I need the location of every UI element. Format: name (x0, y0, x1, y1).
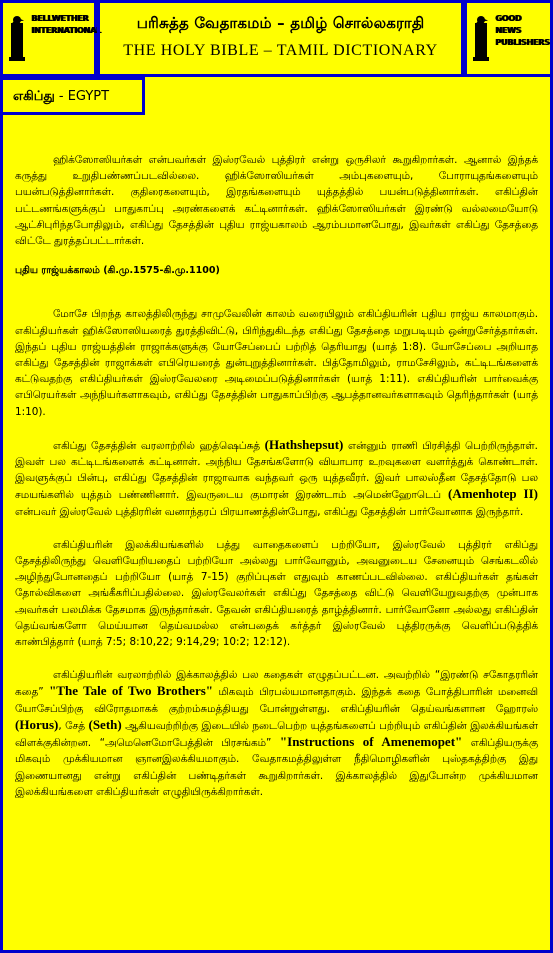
term-amenhotep: (Amenhotep II) (447, 486, 538, 502)
title-english: THE HOLY BIBLE – TAMIL DICTIONARY (123, 42, 438, 59)
right-logo-line1: GOOD NEWS (495, 14, 522, 35)
term-seth: (Seth) (88, 716, 122, 732)
p3-text-c: என்பவர் இஸ்ரவேல் புத்திரரின் வனாந்தரப் பிரயாணத்தின்போது, எகிப்து தேசத்தின் பார்வோனாக இருந்தார். (15, 505, 524, 518)
term-hathshepsut: (Hathshepsut) (264, 436, 344, 452)
ram-icon (473, 15, 491, 65)
paragraph-3 (15, 437, 538, 520)
left-logo-line1: BELLWETHER (31, 14, 89, 23)
p3-text-b: என்னும் ராணி பிரசித்தி பெற்றிருந்தாள். இவள் பல கட்டிடங்களைக் கட்டினாள். அந்நிய தேசங்களோடு வியாபார உறவுகளை வளர்த்துக் கொண்டாள். இவளுக்குப் பின்பு, எகிப்து தேசத்தின் ராஜாவாக வந்தவர் ஒரு யுத்தவீரர். இவர் பாலஸ்தீன தேசத்தோடு பல சமயங்களில் யுத்தம் பண்ணினார். இவருடைய குமாரன் இரண்டாம் அமென்ஹோடெப் (15, 439, 538, 502)
topic-separator: - (54, 89, 68, 104)
p5-text-e: எகிப்தியருக்கு மிகவும் முக்கியமான ஞானஇலக்கியமாகும். வேதாகமத்திலுள்ள நீதிமொழிகளின் புஸ்தகத்திற்கு இது இணையானது என்று எகிப்தின் பண்டிதர்கள் கூறுகிறார்கள். இக்காலத்தில் இதுபோன்ற முக்கியமான இலக்கியங்களை எகிப்தியர்கள் எழுதியிருக்கிறார்கள். (15, 737, 539, 798)
term-instructions-amenemopet: "Instructions of Amenemopet" (279, 734, 463, 750)
paragraph-2: மோசே பிறந்த காலத்திலிருந்து சாமுவேலின் காலம் வரையிலும் எகிப்தியரின் புதிய ராஜ்ய காலமாகும். எகிப்தியர்கள் ஹிக்ஸோஸியரைத் துரத்திவிட்டு, பிரிந்துகிடந்த எகிப்து தேசத்தை மறுபடியும் ஒன்றுசேர்த்தார்கள். இந்தப் புதிய ராஜ்யத்தின் ராஜாக்களுக்கு யோசேப்பைப் பற்றித் தெரியாது (யாத் 1:8). யோசேப்பை அறியாத எகிப்து தேசத்தின் ராஜாக்கள் எபிரெயரைத் துன்புறுத்தினார்கள். பித்தோமிலும், ராமசேசிலும், கட்டிடங்களைக் கட்டுவதற்கு எகிப்தியர்கள் இஸ்ரவேலரை அடிமைப்படுத்தினார்கள் (யாத் 1:11). எகிப்தியரின் பார்வைக்கு எபிரெயர்கள் அந்நியர்களாகவும், எகிப்து தேசத்தின் பாதுகாப்பிற்கு ஆபத்தானவர்களாகவும் தெரிந்தார்கள் (யாத் 1:10). (15, 308, 538, 418)
header (0, 0, 553, 77)
topic-title (13, 89, 109, 105)
publisher-logo-right (464, 0, 553, 77)
section-heading: புதிய ராஜ்யக்காலம் (கி.மு.1575-கி.மு.1100) (15, 265, 220, 277)
p3-text-a: எகிப்து தேசத்தின் வரலாற்றில் ஹத்ஷெப்சுத் (53, 439, 265, 452)
p5-text-b: மிகவும் பிரபல்யமானதாகும். இந்தக் கதை போத்திபாரின் மனைவி யோசேப்பிற்கு விரோதமாகக் குற்றம்சுமத்தியது போன்றுள்ளது. எகிப்தியரின் தெய்வங்களான ஹோரஸ் (15, 686, 538, 715)
p5-text-a: எகிப்தியரின் வரலாற்றில் இக்காலத்தில் பல கதைகள் எழுதப்பட்டன. அவற்றில் “இரண்டு சகோதரரின் கதை” (15, 669, 538, 699)
p5-text-c: , சேத் (58, 719, 89, 732)
paragraph-5 (15, 667, 538, 800)
term-tale-two-brothers: "The Tale of Two Brothers" (49, 683, 213, 699)
topic-tamil: எகிப்து (13, 89, 55, 104)
paragraph-1: ஹிக்ஸோஸியர்கள் என்பவர்கள் இஸ்ரவேல் புத்திரர் என்று ஒருசிலர் கூறுகிறார்கள். ஆனால் இந்தக் கருத்து உறுதிபண்ணப்படவில்லை. ஹிக்ஸோஸியர்கள் அம்புகளையும், போராயுதங்களையும் பயன்படுத்தினார்கள். குதிரைகளையும், இரதங்களையும் யுத்தத்தில் பயன்படுத்தினார்கள். எகிப்தின் பட்டணங்களுக்குப் பாதுகாப்பு அரண்களைக் கட்டினார்கள். ஹிக்ஸோஸியர்கள் இரண்டு வல்லமையோடு ஆட்சிபுரிந்தபோதிலும், எகிப்து தேசத்தின் புதிய ராஜ்யகாலம் ஆரம்பமானபோது, இவர்கள் எகிப்து தேசத்தை விட்டே துரத்தப்பட்டார்கள். (15, 154, 538, 248)
topic-english: EGYPT (67, 89, 110, 104)
right-logo-line2: PUBLISHERS (495, 38, 550, 47)
term-horus: (Horus) (15, 716, 59, 732)
publisher-logo-left (0, 0, 101, 77)
article-body (15, 152, 538, 817)
title-box (97, 0, 464, 77)
p5-text-d: ஆகியவற்றிற்கு இடையில் நடைபெற்ற யுத்தங்களைப் பற்றியும் எகிப்தின் இலக்கியங்கள் விளக்குகின்றன. “அமெனெமோபேத்தின் பிரசங்கம்” (15, 719, 538, 750)
ram-icon (9, 15, 27, 65)
paragraph-4: எகிப்தியரின் இலக்கியங்களில் பத்து வாதைகளைப் பற்றியோ, இஸ்ரவேல் புத்திரர் எகிப்து தேசத்திலிருந்து வெளியேறியதைப் பற்றியோ அல்லது பார்வோனும், அவனுடைய சேனையும் செங்கடலில் அழிந்துபோனதைப் பற்றியோ (யாத் 7-15) குறிப்புகள் எதுவும் காணப்படவில்லை. எகிப்தியர்கள் தங்கள் தோல்விகளை அங்கீகரிப்பதில்லை. இஸ்ரவேலர்கள் எகிப்து தேசத்தை விட்டு வெளியேறுவதற்கு முன்பாக அவர்கள் பலமிக்க தேசமாக இருந்தார்கள். தேவன் எகிப்தியரைத் தாழ்த்தினார். பார்வோனோ அல்லது எகிப்தின் தெய்வங்களோ மெய்யான தெய்வமல்ல என்பதைக் கர்த்தர் இஸ்ரவேல் புத்திரருக்கு வெளிப்படுத்திக் காண்பித்தார் (யாத் 7:5; 8:10,22; 9:14,29; 10:2; 12:12). (15, 538, 538, 649)
topic-box (0, 77, 145, 115)
left-logo-line2: INTERNATIONAL (31, 26, 101, 35)
title-tamil: பரிசுத்த வேதாகமம் – தமிழ் சொல்லகராதி (136, 14, 425, 32)
